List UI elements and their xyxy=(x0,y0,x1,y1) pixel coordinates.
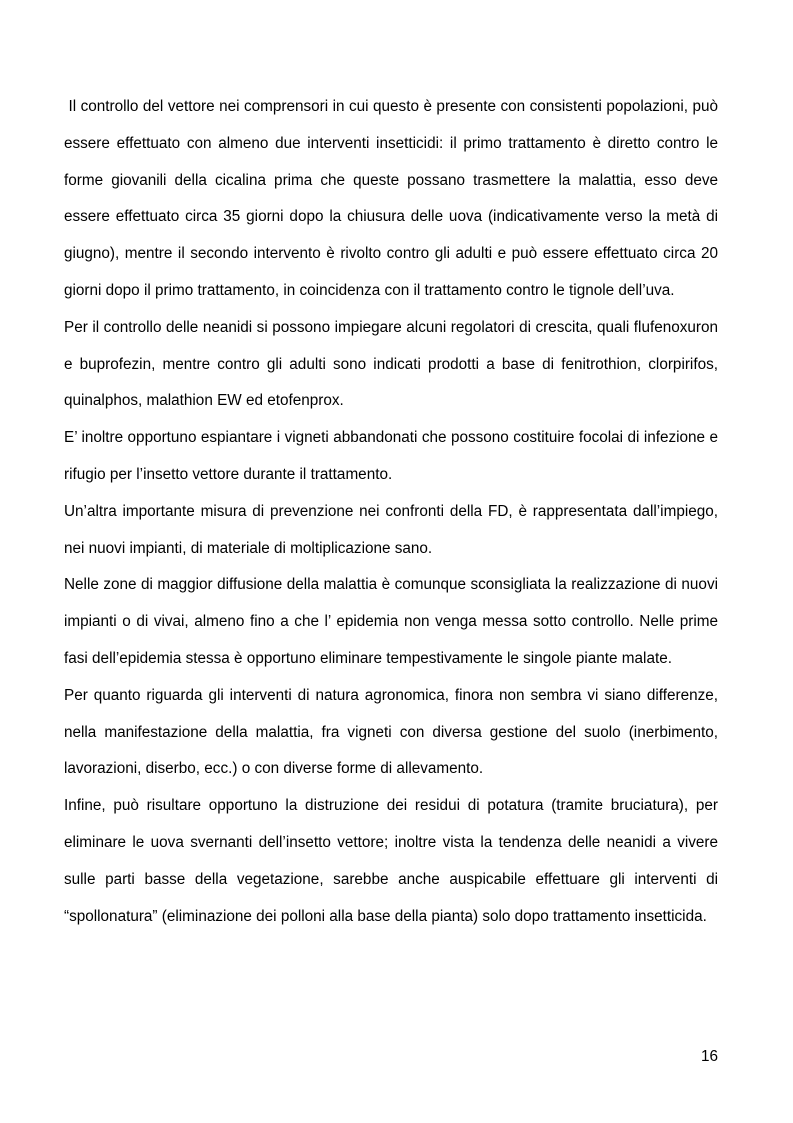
paragraph-prevention: Un’altra importante misura di prevenzione nei confronti della FD, è rappresentata dall’impiego, nei nuovi impianti, di materiale di moltiplicazione sano. xyxy=(64,502,718,557)
paragraph-pruning-residues: Infine, può risultare opportuno la distruzione dei residui di potatura (tramite bruciatura), per eliminare le uova svernanti dell’insetto vettore; inoltre vista la tendenza delle neanidi a vivere sulle parti basse della vegetazione, sarebbe anche auspicabile effettuare gli interventi di “spollonatura” (eliminazione dei polloni alla base della pianta) solo dopo trattamento insetticida. xyxy=(64,797,718,925)
paragraph-abandoned-vineyards: E’ inoltre opportuno espiantare i vigneti abbandonati che possono costituire focolai di infezione e rifugio per l’insetto vettore durante il trattamento. xyxy=(64,429,718,483)
page-number: 16 xyxy=(700,1048,718,1065)
paragraph-neanid-control: Per il controllo delle neanidi si possono impiegare alcuni regolatori di crescita, quali flufenoxuron e buprofezin, mentre contro gli adulti sono indicati prodotti a base di fenitrothion, clorpirifos, quinalphos, malathion EW ed etofenprox. xyxy=(64,318,718,410)
document-body xyxy=(64,89,723,935)
paragraph-agronomic: Per quanto riguarda gli interventi di natura agronomica, finora non sembra vi siano differenze, nella manifestazione della malattia, fra vigneti con diversa gestione del suolo (inerbimento, lavorazioni, diserbo, ecc.) o con diverse forme di allevamento. xyxy=(64,686,718,778)
paragraph-vector-control: Il controllo del vettore nei comprensori in cui questo è presente con consistenti popolazioni, può essere effettuato con almeno due interventi insetticidi: il primo trattamento è diretto contro le forme giovanili della cicalina prima che queste possano trasmettere la malattia, esso deve essere effettuato circa 35 giorni dopo la chiusura delle uova (indicativamente verso la metà di giugno), mentre il secondo intervento è rivolto contro gli adulti e può essere effettuato circa 20 giorni dopo il primo trattamento, in coincidenza con il trattamento contro le tignole dell’uva. xyxy=(64,98,723,299)
paragraph-new-plantings: Nelle zone di maggior diffusione della malattia è comunque sconsigliata la realizzazione di nuovi impianti o di vivai, almeno fino a che l’ epidemia non venga messa sotto controllo. Nelle prime fasi dell’epidemia stessa è opportuno eliminare tempestivamente le singole piante malate. xyxy=(64,576,718,667)
